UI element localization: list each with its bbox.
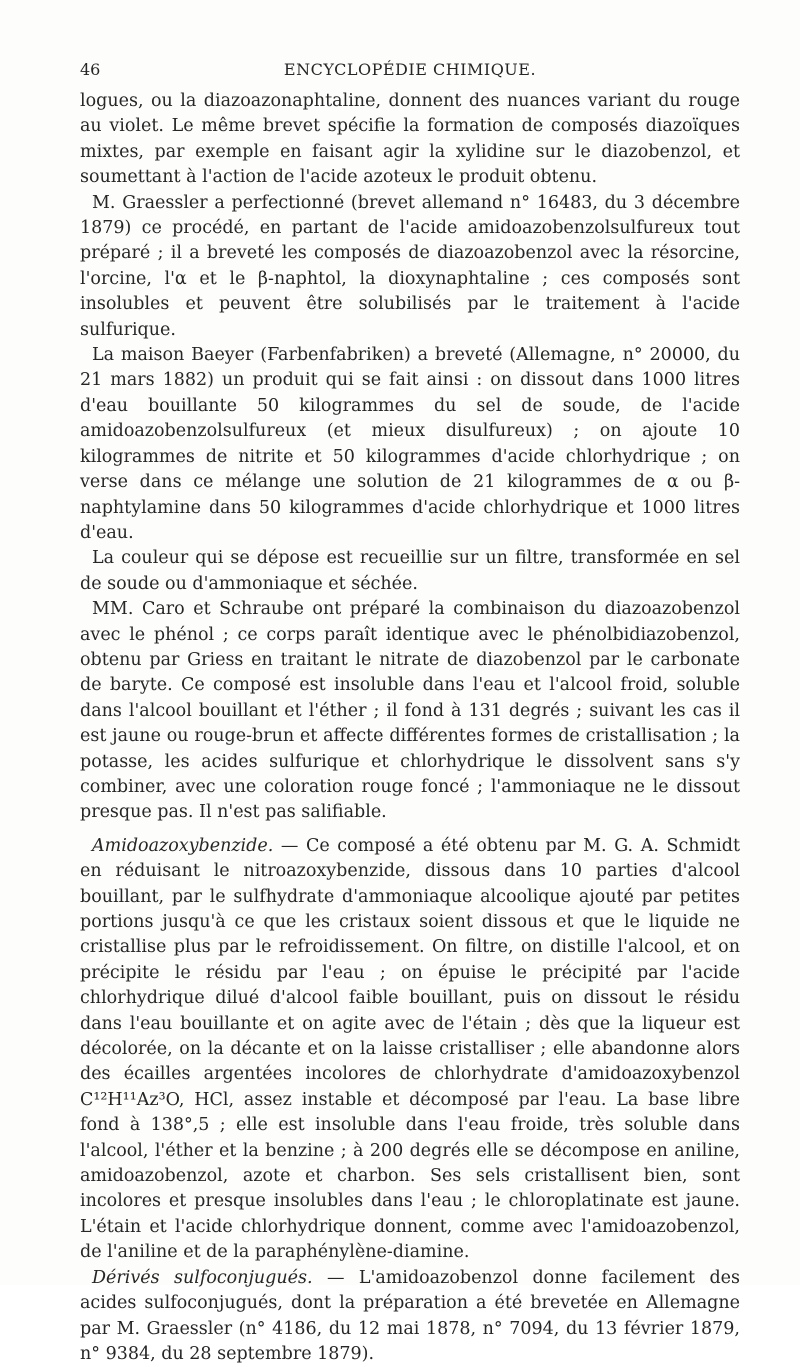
paragraph-amidoazoxybenzide-text: — Ce composé a été obtenu par M. G. A. Schmidt en réduisant le nitroazoxybenzide, dissous dans 10 parties d'alcool bouillant, par le sulfhydrate d'ammoniaque alcoolique ajouté par petites portions jusqu'à ce que les cristaux soient dissous et que le liquide ne cristallise plus par le refroidissement. On filtre, on distille l'alcool, et on précipite le résidu par l'eau ; on épuise le précipité par l'acide chlorhydrique dilué d'alcool faible bouillant, puis on dissout le résidu dans l'eau bouillante et on agite avec de l'étain ; dès que la liqueur est décolorée, on la décante et on la laisse cristalliser ; elle abandonne alors des écailles argentées incolores de chlorhydrate d'amidoazoxybenzol C¹²H¹¹Az³O, HCl, assez instable et décomposé par l'eau. La base libre fond à 138°,5 ; elle est insoluble dans l'eau froide, très soluble dans l'alcool, l'éther et la benzine ; à 200 degrés elle se décompose en aniline, amidoazobenzol, azote et charbon. Ses sels cristallisent bien, sont incolores et presque insolubles dans l'eau ; le chloroplatinate est jaune. L'étain et l'acide chlorhydrique donnent, comme avec l'amidoazobenzol, de l'aniline et de la paraphénylène-diamine. (80, 835, 740, 1263)
page-number: 46 (80, 60, 101, 79)
paragraph-couleur: La couleur qui se dépose est recueillie sur un filtre, transformée en sel de soude ou d'ammoniaque et séchée. (80, 548, 740, 594)
page-header (80, 60, 740, 84)
paragraph-graessler: M. Graessler a perfectionné (brevet allemand n° 16483, du 3 décembre 1879) ce procédé, en partant de l'acide amidoazobenzolsulfureux tout préparé ; il a breveté les composés de diazoazobenzol avec la résorcine, l'orcine, l'α et le β-naphtol, la dioxynaphtaline ; ces composés sont insolubles et peuvent être solubilisés par le traitement à l'acide sulfurique. (80, 192, 740, 340)
paragraph-baeyer: La maison Baeyer (Farbenfabriken) a breveté (Allemagne, n° 20000, du 21 mars 1882) un produit qui se fait ainsi : on dissout dans 1000 litres d'eau bouillante 50 kilogrammes du sel de soude, de l'acide amidoazobenzolsulfureux (et mieux disulfureux) ; on ajoute 10 kilogrammes de nitrite et 50 kilogrammes d'acide chlorhydrique ; on verse dans ce mélange une solution de 21 kilogrammes de α ou β-naphtylamine dans 50 kilogrammes d'acide chlorhydrique et 1000 litres d'eau. (80, 345, 740, 543)
paragraph-amidoazoxybenzide (80, 834, 740, 1266)
body-text (80, 89, 740, 1367)
paragraph-sulfoconjugues-text: — L'amidoazobenzol donne facilement des acides sulfoconjugués, dont la préparation a été brevetée en Allemagne par M. Graessler (n° 4186, du 12 mai 1878, n° 7094, du 13 février 1879, n° 9384, du 28 septembre 1879). (80, 1267, 741, 1364)
paragraph-caro-schraube: MM. Caro et Schraube ont préparé la combinaison du diazoazobenzol avec le phénol ; ce corps paraît identique avec le phénolbidiazobenzol, obtenu par Griess en traitant le nitrate de diazobenzol par le carbonate de baryte. Ce composé est insoluble dans l'eau et l'alcool froid, soluble dans l'alcool bouillant et l'éther ; il fond à 131 degrés ; suivant les cas il est jaune ou rouge-brun et affecte différentes formes de cristallisation ; la potasse, les acides sulfurique et chlorhydrique le dissolvent sans s'y combiner, avec une coloration rouge foncé ; l'ammoniaque ne le dissout presque pas. Il n'est pas salifiable. (80, 599, 740, 823)
section-heading-amidoazoxybenzide: Amidoazoxybenzide. (92, 835, 274, 856)
running-title: ENCYCLOPÉDIE CHIMIQUE. (283, 60, 537, 79)
paragraph-sulfoconjugues (80, 1266, 740, 1367)
section-heading-sulfoconjugues: Dérivés sulfoconjugués. (92, 1267, 313, 1288)
paragraph-continuation: logues, ou la diazoazonaphtaline, donnent des nuances variant du rouge au violet. Le même brevet spécifie la formation de composés diazoïques mixtes, par exemple en faisant agir la xylidine sur le diazobenzol, et soumettant à l'action de l'acide azoteux le produit obtenu. (80, 91, 740, 188)
